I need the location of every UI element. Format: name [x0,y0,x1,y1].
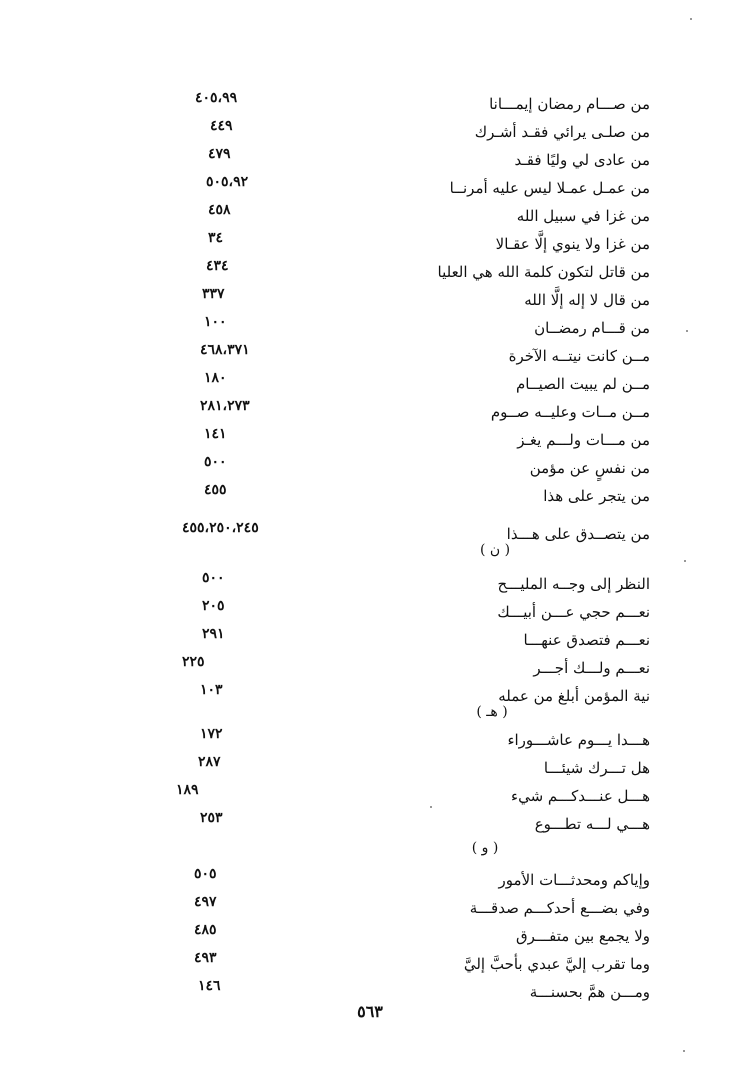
entry-text: نعـــم حجي عـــن أبيـــك [497,603,650,621]
scan-speck [686,330,688,332]
entry-text: وإياكم ومحدثـــات الأمور [498,871,650,889]
index-entry [170,230,650,258]
index-entry [170,754,650,782]
entry-text: وفي بضـــع أحدكـــم صدقـــة [469,899,650,917]
index-entry [170,810,650,838]
entry-pages: ٤٦٨،٣٧١ [200,342,250,358]
entry-text: نعـــم فتصدق عنهـــا [523,631,650,649]
entry-pages: ١٠٠ [204,314,227,330]
entry-text: نعـــم ولـــك أجـــر [533,659,650,677]
index-entry [170,654,650,682]
entry-text: من قاتل لتكون كلمة الله هي العليا [437,263,650,281]
letter-heading: ( هـ ) [476,704,508,720]
entry-pages: ٢٨١،٢٧٣ [200,398,250,414]
entry-pages: ٢٢٥ [182,654,205,670]
index-entry [170,598,650,626]
index-entry [170,202,650,230]
entry-pages: ١٨٠ [204,370,227,386]
index-entry [170,626,650,654]
entry-pages: ٤٨٥ [194,922,217,938]
entry-pages: ١٨٩ [176,782,199,798]
entry-text: من صلـى يرائي فقـد أشـرك [474,123,650,141]
entry-text: من يتجر على هذا [543,487,650,505]
index-entry [170,174,650,202]
entry-text: النظر إلى وجــه المليـــح [497,575,650,593]
index-entry [170,726,650,754]
index-entry [170,426,650,454]
entry-pages: ٤٩٧ [194,894,217,910]
scan-speck [684,560,686,562]
entry-pages: ٢٨٧ [198,754,221,770]
entry-pages: ١٤٦ [198,978,221,994]
entry-text: من غزا ولا ينوي إلَّا عقـالا [495,235,650,253]
index-entry [170,520,650,548]
entry-text: نية المؤمن أبلغ من عمله [498,687,650,705]
entry-pages: ١٠٣ [200,682,223,698]
letter-heading: ( ن ) [479,542,511,558]
entry-pages: ٤٥٥ [204,482,227,498]
scan-speck [683,1050,685,1052]
index-entry [170,682,650,710]
index-entry [170,398,650,426]
index-entry [170,950,650,978]
entry-pages: ٢٥٣ [200,810,223,826]
entry-text: من عادى لي وليًا فقـد [514,151,650,169]
entry-text: من عمـل عمـلا ليس عليه أمرنــا [449,179,650,197]
index-entry [170,482,650,510]
entry-text: من قال لا إله إلَّا الله [524,291,650,309]
entry-text: مــن مــات وعليــه صــوم [490,403,650,421]
letter-heading: ( و ) [471,840,499,856]
entry-text: من يتصــدق على هـــذا [506,525,650,543]
entry-text: هل تـــرك شيئـــا [543,759,650,777]
index-entry [170,454,650,482]
entry-pages: ١٧٢ [200,726,223,742]
entry-pages: ٢٩١ [202,626,225,642]
index-entry [170,978,650,1006]
entry-pages: ٣٣٧ [202,286,225,302]
entry-pages: ١٤١ [204,426,227,442]
entry-text: ولا يجمع بين متفـــرق [516,927,650,945]
entry-pages: ٤٥٥،٢٥٠،٢٤٥ [182,520,259,536]
entry-text: مــن كانت نيتــه الآخرة [508,347,650,365]
index-entry [170,258,650,286]
entry-pages: ٤٠٥،٩٩ [195,90,238,106]
entry-pages: ٤٣٤ [206,258,229,274]
entry-text: من مـــات ولـــم يغـز [517,431,650,449]
entry-pages: ٤٧٩ [208,146,231,162]
entry-pages: ٤٥٨ [208,202,231,218]
entry-text: هـــي لـــه تطـــوع [534,815,650,833]
scan-speck [690,18,692,20]
entry-text: وما تقرب إليَّ عبدي بأحبَّ إليَّ [463,955,650,973]
entry-text: من قـــام رمضــان [534,319,650,337]
index-entry [170,342,650,370]
entry-pages: ٥٠٠ [204,454,227,470]
entry-text: من صـــام رمضان إيمـــانا [489,95,650,113]
entry-text: من نفسٍ عن مؤمن [529,459,650,477]
entry-text: ومـــن همَّ بحسنـــة [529,983,650,1001]
index-entry [170,894,650,922]
entry-pages: ٥٠٥ [194,866,217,882]
entry-pages: ٥٠٠ [202,570,225,586]
entry-text: مــن لم يبيت الصيــام [516,375,650,393]
page-number: ٥٦٣ [357,1002,383,1021]
scan-speck [430,806,432,808]
entry-pages: ٤٩٣ [194,950,217,966]
entry-pages: ٢٠٥ [202,598,225,614]
index-entry [170,118,650,146]
index-entry [170,90,650,118]
entry-pages: ٣٤ [208,230,224,246]
index-entry [170,286,650,314]
index-entry [170,570,650,598]
entry-text: من غزا في سبيل الله [516,207,650,225]
entry-text: هـــل عنـــدكـــم شيء [511,787,650,805]
index-entry [170,782,650,810]
entry-pages: ٥٠٥،٩٢ [206,174,249,190]
index-entry [170,922,650,950]
entry-pages: ٤٤٩ [210,118,233,134]
index-entry [170,866,650,894]
entry-text: هـــدا يـــوم عاشـــوراء [507,731,650,749]
